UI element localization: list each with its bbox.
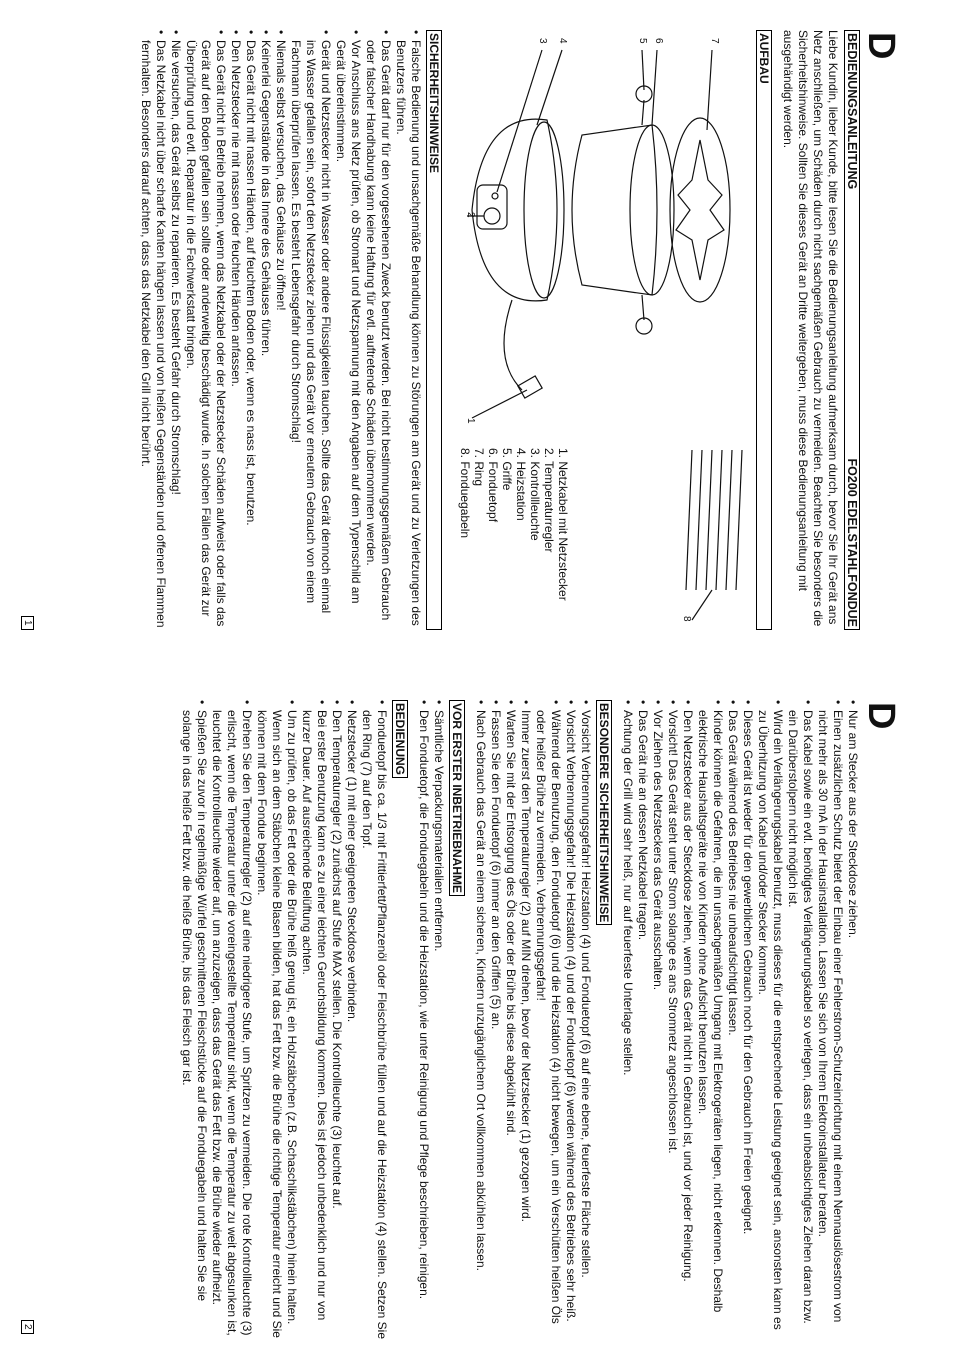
cable-drawing: [504, 300, 522, 390]
operation-list: [179, 700, 389, 1340]
model-title: FO200 EDELSTAHLFONDUE: [845, 458, 859, 627]
ring-star-cutout: [676, 140, 724, 280]
language-letter: D: [860, 702, 902, 730]
label-4: 4: [557, 38, 568, 44]
safety-continued-list: [620, 700, 860, 1340]
special-item: • Nach Gebrauch das Gerät an einem sicheren, Kindern unzugänglichem Ort vollkommen abkühlen lassen.: [473, 700, 488, 1340]
safety-item: • Nur am Stecker aus der Steckdose ziehen.: [845, 700, 860, 1340]
operation-item: • Fonduetopf bis ca. 1/3 mit Frittierfett/Pflanzenöl oder Fleischbrühe füllen und auf die Heizstation (4) stellen. Setzen Sie den Ring (7) auf den Topf.: [359, 700, 389, 1340]
section-safety-title: SICHERHEITSHINWEISE: [426, 30, 442, 630]
operation-item: • Den Temperaturregler (2) zunächst auf Stufe MAX stellen. Die Kontrollleuchte (3) leuchtet auf.: [329, 700, 344, 1340]
safety-item: • Den Netzstecker nie mit nassen oder feuchten Händen anfassen.: [228, 30, 243, 630]
page-number: 1: [21, 616, 34, 630]
operation-item: • Bei erster Benutzung kann es zu einer leichten Geruchsbildung kommen. Dies ist jedoch unbedenklich und nur von kurzer Dauer. Auf ausreichende Belüftung achten.: [299, 700, 329, 1340]
part-item: 5. Griffe: [500, 448, 514, 491]
special-item: • Fassen Sie den Fonduetopf (6) immer an den Griffen (5) an.: [488, 700, 503, 1340]
first-use-item: • Sämtliche Verpackungsmaterialien entfernen.: [431, 700, 446, 1340]
special-item: • Warten Sie mit der Entsorgung des Öls oder der Brühe bis diese abgekühlt sind.: [503, 700, 518, 1340]
safety-item: • Das Gerät nie an dessen Netzkabel tragen.: [635, 700, 650, 1340]
safety-item: • Kinder können die Gefahren, die im unsachgemäßen Umgang mit Elektrogeräten liegen, nicht erkennen. Deshalb elektrische Haushaltsgeräte nie von Kindern ohne Aufsicht benutzen lassen.: [695, 700, 725, 1340]
safety-item: • Das Gerät während des Betriebes nie unbeaufsichtigt lassen.: [725, 700, 740, 1340]
part-item: 6. Fonduetopf: [486, 448, 500, 523]
label-2: 2: [465, 212, 476, 218]
part-item: 2. Temperaturregler: [542, 448, 556, 553]
handle-right: [642, 295, 644, 320]
special-item: • Vorsicht Verbrennungsgefahr! Die Heizstation (4) und der Fonduetopf (6) werden während des Betriebes sehr heiß.: [563, 700, 578, 1340]
safety-item: • Den Netzstecker aus der Steckdose ziehen, wenn das Gerät nicht in Gebrauch ist, und vor jeder Reinigung.: [680, 700, 695, 1340]
label-5: 5: [637, 38, 648, 44]
label-1: 1: [465, 418, 476, 424]
pot-drawing: [572, 125, 657, 295]
plug-drawing: [518, 376, 542, 398]
part-item: 3. Kontrollleuchte: [528, 448, 542, 541]
page-1: [0, 30, 900, 630]
safety-item: • Das Netzkabel nicht über scharfe Kanten hängen lassen und von heißen Gegenständen und offenen Flammen fernhalten. Besonders darauf achten, dass das Netzkabel den Grill nicht berührt.: [138, 30, 168, 630]
safety-item: • Vorsicht! Das Gerät steht unter Strom solange es ans Stromnetz angeschlossen ist.: [665, 700, 680, 1340]
safety-item: • Keinerlei Gegenstände in das Innere des Gehäuses führen.: [258, 30, 273, 630]
operation-item: • Netzstecker (1) mit einer geeigneten Steckdose verbinden.: [344, 700, 359, 1340]
safety-item: • Das Gerät nicht in Betrieb nehmen, wenn das Netzkabel oder der Netzstecker Schäden aufweist oder falls das Gerät auf den Boden gefallen sein sollte oder anderweitig beschädigt wurde. In solchen Fällen das Gerät zur Überprüfung und evtl. Reparatur in die Fachwerkstatt bringen.: [183, 30, 228, 630]
special-item: • Während der Benutzung, den Fonduetopf (6) und die Heizstation (4) nicht bewegen, um ein Verschütten heißen Öls oder heißer Brühe zu vermeiden. Verbrennungsgefahr!: [533, 700, 563, 1340]
manual-header: [844, 30, 860, 630]
safety-item: • Achtung der Grill wird sehr heiß, nur auf feuerfeste Unterlage stellen.: [620, 700, 635, 1340]
special-item: • Immer zuerst den Temperaturregler (2) auf MIN drehen, bevor der Netzstecker (1) gezogen wird.: [518, 700, 533, 1340]
parts-list: [458, 448, 570, 601]
first-use-item: • Den Fonduetopf, die Fonduegabeln und die Heizstation, wie unter Reinigung und Pflege beschrieben, reinigen.: [416, 700, 431, 1340]
ring-drawing: [670, 118, 730, 302]
page-number: 2: [21, 1320, 34, 1334]
intro-paragraph: Liebe Kundin, lieber Kunde, bitte lesen Sie die Bedienungsanleitung aufmerksam durch, bevor Sie Ihr Gerät ans Netz anschließen, um Schäden durch nicht sachgemäßen Gebrauch zu vermeiden. Beachten Sie besonders die Sicherheitshinweise. Sollten Sie dieses Gerät an Dritte weitergeben, muss diese Bedienungsanleitung mit ausgehändigt werden.: [781, 30, 840, 627]
indicator-light-drawing: [492, 193, 498, 199]
label-8: 8: [681, 616, 692, 622]
safety-item: • Wird ein Verlängerungskabel benutzt, muss dieses für die entsprechende Leistung geeignet sein, ansonsten kann es zu Überhitzung von Kabel und/oder Stecker kommen.: [755, 700, 785, 1340]
safety-item: • Gerät und Netzstecker nicht in Wasser oder andere Flüssigkeiten tauchen. Sollte das Gerät dennoch einmal ins Wasser gefallen sein, sofort den Netzstecker ziehen und das Gerät vor erneutem Gebrauch von einem Fachmann überprüfen lassen. Es besteht Lebensgefahr durch Stromschlag!: [288, 30, 333, 630]
part-item: 8. Fonduegabeln: [458, 448, 472, 539]
safety-item: • Falsche Bedienung und unsachgemäße Behandlung können zu Störungen am Gerät und zu Verletzungen des Benutzers führen.: [393, 30, 423, 630]
fork-drawings: [686, 450, 742, 590]
safety-item: • Einen zusätzlichen Schutz bietet der Einbau einer Fehlerstrom-Schutzeinrichtung mit einem Nennauslösestrom von nicht mehr als 30 mA in der Hausinstallation. Lassen Sie sich von Ihrem Elektroinstallateur beraten.: [815, 700, 845, 1340]
section-operation-title: BEDIENUNG: [392, 700, 408, 778]
operation-item: • Drehen Sie den Temperaturregler (2) auf eine niedrigere Stufe, um Spritzen zu vermeiden. Die rote Kontrollleuchte (3) erlischt, wenn die Temperatur unter die voreingestellte Temperatur sinkt, wenn die Temperatur zu weit abgesunken ist, leuchtet die Kontrollleuchte wieder auf, um anzuzeigen, dass das Gerät das Fett bzw. die Brühe wieder aufheizt.: [209, 700, 254, 1340]
safety-item: • Nie versuchen, das Gerät selbst zu reparieren. Es besteht Gefahr durch Stromschlag!: [168, 30, 183, 630]
safety-item: • Vor Ziehen des Netzsteckers das Gerät ausschalten.: [650, 700, 665, 1340]
part-item: 4. Heizstation: [514, 448, 528, 521]
page-2: [0, 700, 900, 1340]
safety-item: • Das Gerät nicht mit nassen Händen, auf feuchtem Boden oder, wenn es nass ist, benutzen.: [243, 30, 258, 630]
parts-diagram: [458, 30, 752, 630]
part-item: 7. Ring: [472, 448, 486, 487]
safety-item: • Das Gerät darf nur für den vorgesehenen Zweck benutzt werden. Bei nicht bestimmungsgemäßem Gebrauch oder falscher Handhabung kann keine Haftung für evtl. auftretende Schäden übernommen werden.: [363, 30, 393, 630]
operation-item: • Um zu prüfen, ob das Fett oder die Brühe heiß genug ist, ein Holzstäbchen (z.B. Schaschlikstäbchen) hinein halten. Wenn sich an dem Stäbchen kleine Blasen bilden, hat das Fett bzw. die Brühe die richtige Temperatur erreicht und Sie können mit dem Fondue beginnen.: [254, 700, 299, 1340]
label-3: 3: [537, 38, 548, 44]
part-item: 1. Netzkabel mit Netzstecker: [556, 448, 570, 601]
section-special-safety-title: BESONDERE SICHERHEITSHINWEISE: [596, 700, 612, 925]
handle-left: [642, 100, 644, 125]
safety-list: [138, 30, 423, 630]
safety-item: • Dieses Gerät ist weder für den gewerblichen Gebrauch noch für den Gebrauch im Freien geeignet.: [740, 700, 755, 1340]
safety-item: • Niemals selbst versuchen, das Gehäuse zu öffnen!: [273, 30, 288, 630]
label-6: 6: [653, 38, 664, 44]
temperature-control-drawing: [477, 185, 507, 229]
language-letter: D: [860, 32, 902, 60]
special-safety-list: [473, 700, 593, 1340]
operation-item: • Spießen Sie zuvor in regelmäßige Würfel geschnittenen Fleischstücke auf die Fonduegabeln und halten Sie sie solange in das heiße Fett bzw. die heiße Brühe, bis das Fleisch gar ist.: [179, 700, 209, 1340]
first-use-list: [416, 700, 446, 1340]
section-first-use-title: VOR ERSTER INBETRIEBNAHME: [449, 700, 465, 896]
safety-item: • Das Kabel sowie ein evtl. benötigtes Verlängerungskabel so verlegen, dass ein unbeabsichtigtes Ziehen daran bzw. ein Darüberstolpern nicht möglich ist.: [785, 700, 815, 1340]
label-7: 7: [709, 38, 720, 44]
section-aufbau-title: AUFBAU: [756, 30, 772, 630]
special-item: • Vorsicht Verbrennungsgefahr! Heizstation (4) und Fonduetopf (6) auf eine ebene, feuerfeste Fläche stellen.: [578, 700, 593, 1340]
safety-item: • Vor Anschluss ans Netz prüfen, ob Stromart und Netzspannung mit den Angaben auf dem Typenschild am Gerät übereinstimmen.: [333, 30, 363, 630]
heating-station-drawing: [472, 119, 557, 301]
manual-title: BEDIENUNGSANLEITUNG: [845, 33, 859, 190]
